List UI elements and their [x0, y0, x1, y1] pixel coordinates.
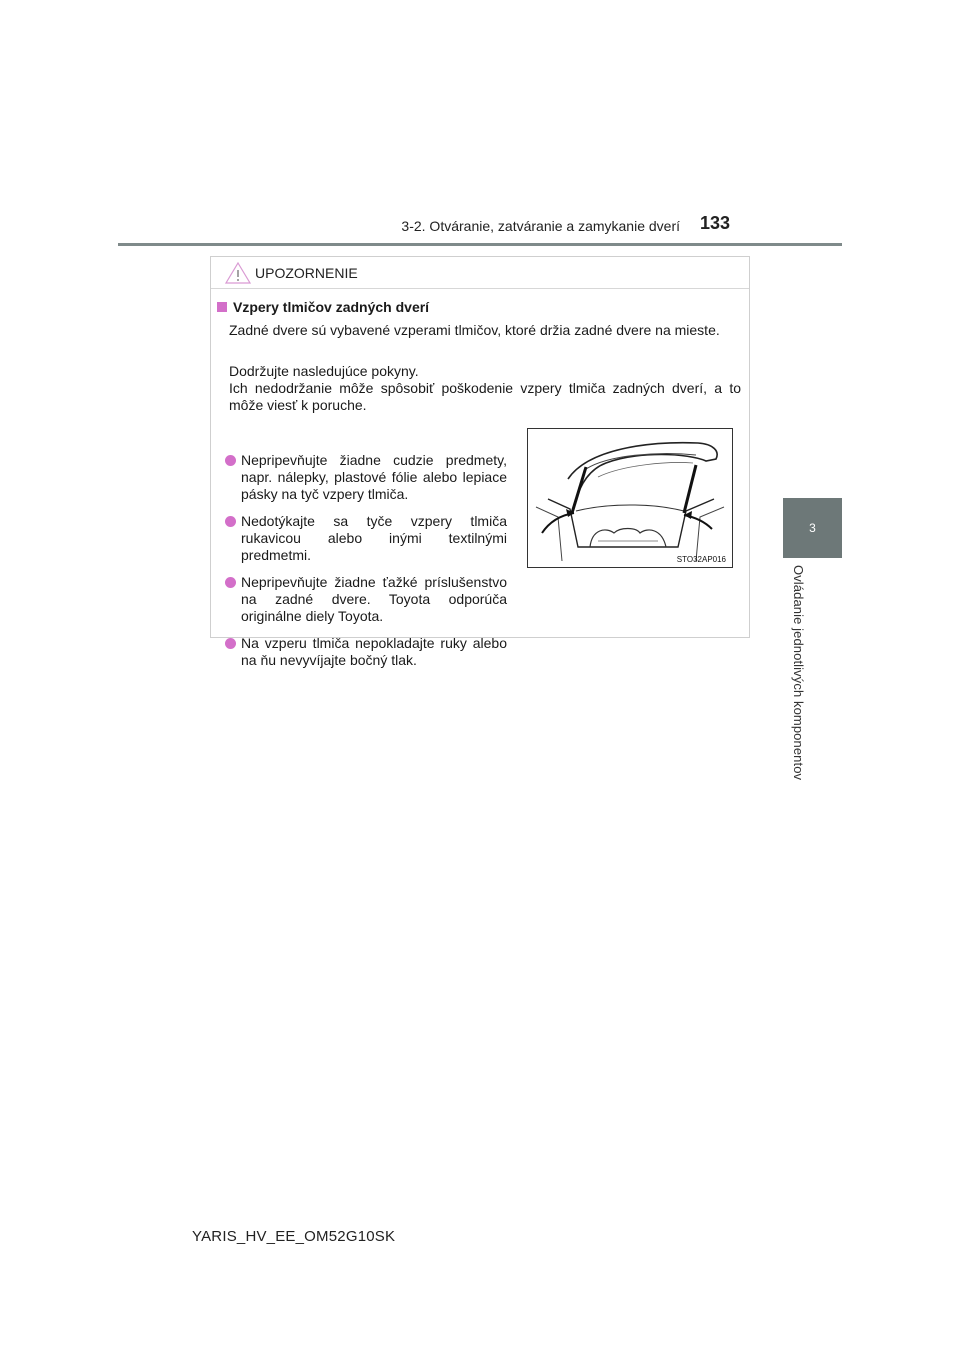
- list-item: [223, 574, 507, 625]
- list-item: [223, 452, 507, 503]
- section-title: 3-2. Otváranie, zatváranie a zamykanie dverí: [401, 218, 680, 234]
- back-door-strut-illustration: [527, 428, 733, 568]
- bullet-dot-icon: [225, 577, 236, 588]
- list-item-text: Nepripevňujte žiadne cudzie predmety, napr. nálepky, plastové fólie alebo lepiace pásky na tyč vzpery tlmiča.: [241, 452, 507, 502]
- caution-box: [210, 256, 750, 668]
- instruction-line: Dodržujte nasledujúce pokyny.: [229, 363, 419, 379]
- intro-paragraph: Zadné dvere sú vybavené vzperami tlmičov, ktoré držia zadné dvere na mieste.: [229, 322, 720, 338]
- chapter-tab: [783, 498, 842, 558]
- list-item-text: Nepripevňujte žiadne ťažké príslušenstvo na zadné dvere. Toyota odporúča originálne diely Toyota.: [241, 574, 507, 624]
- list-item-text: Na vzperu tlmiča nepokladajte ruky alebo na ňu nevyvíjajte bočný tlak.: [241, 635, 507, 668]
- warning-triangle-icon: [225, 262, 251, 284]
- section-heading-text: Vzpery tlmičov zadných dverí: [233, 299, 430, 315]
- caution-label: UPOZORNENIE: [255, 264, 358, 281]
- list-item-text: Nedotýkajte sa tyče vzpery tlmiča rukavicou alebo inými textilnými predmetmi.: [241, 513, 507, 563]
- chapter-number: 3: [809, 521, 816, 535]
- bullet-dot-icon: [225, 638, 236, 649]
- page-number: 133: [700, 213, 731, 233]
- car-back-door-drawing: [528, 429, 732, 567]
- bullet-list: [223, 452, 507, 679]
- figure-code: STO32AP016: [676, 555, 726, 564]
- consequence-paragraph: Ich nedodržanie môže spôsobiť poškodenie vzpery tlmiča zadných dverí, a to môže viesť k poruche.: [229, 380, 741, 413]
- bullet-dot-icon: [225, 455, 236, 466]
- document-code: YARIS_HV_EE_OM52G10SK: [192, 1228, 396, 1245]
- chapter-title: Ovládanie jednotlivých komponentov: [791, 565, 806, 781]
- list-item: [223, 635, 507, 669]
- caution-header: [211, 257, 749, 289]
- bullet-dot-icon: [225, 516, 236, 527]
- header-divider: [118, 243, 842, 246]
- list-item: [223, 513, 507, 564]
- square-bullet-icon: [217, 302, 227, 312]
- section-heading: [217, 299, 429, 315]
